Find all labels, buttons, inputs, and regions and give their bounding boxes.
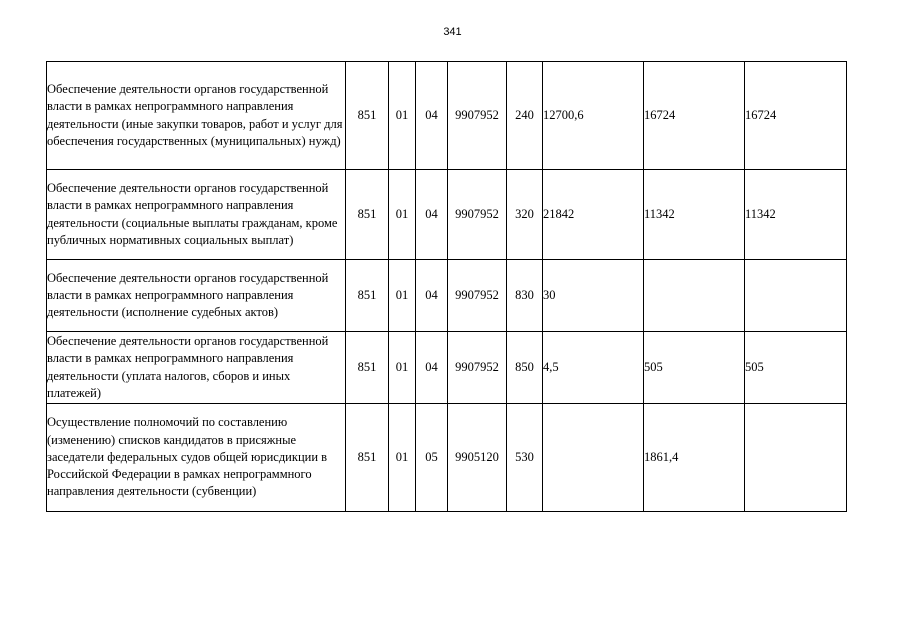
amount-1 (543, 404, 644, 512)
row-description: Обеспечение деятельности органов государственной власти в рамках непрограммного направления деятельности (уплата налогов, сборов и иных платежей) (47, 332, 346, 404)
target-article-code: 9907952 (448, 260, 507, 332)
target-article-code: 9907952 (448, 332, 507, 404)
target-article-code: 9905120 (448, 404, 507, 512)
table-row (47, 404, 847, 512)
table-row (47, 260, 847, 332)
row-description: Обеспечение деятельности органов государственной власти в рамках непрограммного направления деятельности (социальные выплаты гражданам, кроме публичных нормативных социальных выплат) (47, 170, 346, 260)
row-description: Обеспечение деятельности органов государственной власти в рамках непрограммного направления деятельности (иные закупки товаров, работ и услуг для обеспечения государственных (муниципальных) нужд) (47, 62, 346, 170)
table-row (47, 62, 847, 170)
amount-1: 12700,6 (543, 62, 644, 170)
ministry-code: 851 (346, 170, 389, 260)
amount-2: 11342 (644, 170, 745, 260)
target-article-code: 9907952 (448, 62, 507, 170)
ministry-code: 851 (346, 260, 389, 332)
amount-2: 1861,4 (644, 404, 745, 512)
target-article-code: 9907952 (448, 170, 507, 260)
amount-1: 4,5 (543, 332, 644, 404)
amount-1: 21842 (543, 170, 644, 260)
subsection-code: 05 (416, 404, 448, 512)
expense-type-code: 830 (507, 260, 543, 332)
row-description: Обеспечение деятельности органов государственной власти в рамках непрограммного направления деятельности (исполнение судебных актов) (47, 260, 346, 332)
subsection-code: 04 (416, 170, 448, 260)
amount-3: 505 (745, 332, 847, 404)
table-row (47, 332, 847, 404)
expense-type-code: 240 (507, 62, 543, 170)
row-description: Осуществление полномочий по составлению (изменению) списков кандидатов в присяжные заседатели федеральных судов общей юрисдикции в Российской Федерации в рамках непрограммного направления деятельности (субвенции) (47, 404, 346, 512)
amount-2: 16724 (644, 62, 745, 170)
amount-1: 30 (543, 260, 644, 332)
section-code: 01 (389, 404, 416, 512)
ministry-code: 851 (346, 332, 389, 404)
section-code: 01 (389, 332, 416, 404)
amount-2 (644, 260, 745, 332)
page-number: 341 (443, 26, 462, 38)
subsection-code: 04 (416, 260, 448, 332)
section-code: 01 (389, 62, 416, 170)
table-row (47, 170, 847, 260)
subsection-code: 04 (416, 332, 448, 404)
amount-2: 505 (644, 332, 745, 404)
section-code: 01 (389, 260, 416, 332)
ministry-code: 851 (346, 62, 389, 170)
expense-type-code: 320 (507, 170, 543, 260)
expense-type-code: 850 (507, 332, 543, 404)
amount-3 (745, 404, 847, 512)
section-code: 01 (389, 170, 416, 260)
amount-3 (745, 260, 847, 332)
amount-3: 16724 (745, 62, 847, 170)
ministry-code: 851 (346, 404, 389, 512)
expense-type-code: 530 (507, 404, 543, 512)
subsection-code: 04 (416, 62, 448, 170)
amount-3: 11342 (745, 170, 847, 260)
budget-table (46, 61, 847, 512)
